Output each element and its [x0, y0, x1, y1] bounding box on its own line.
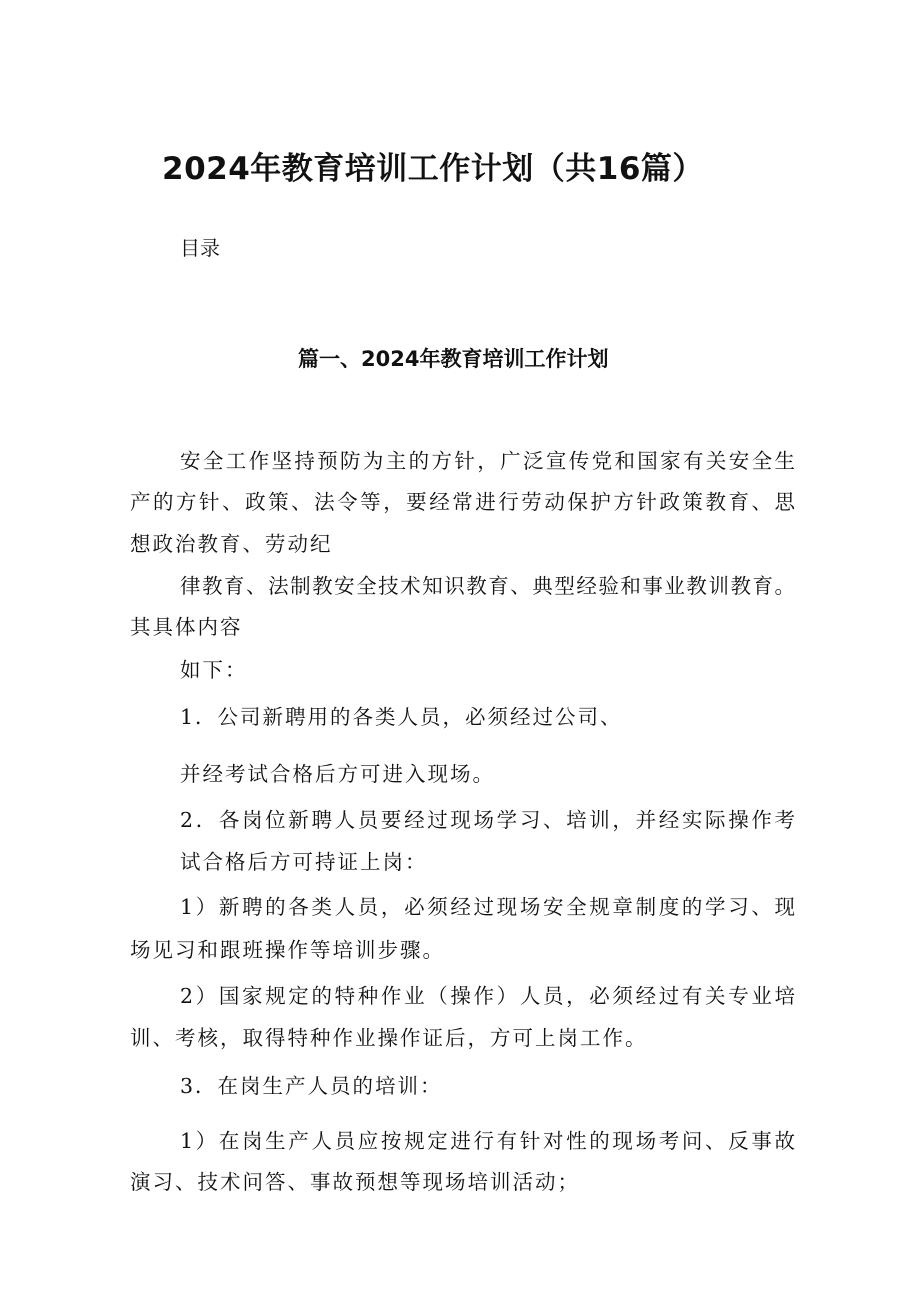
paragraph-line: 如下： — [180, 658, 248, 682]
list-item: 2）国家规定的特种作业（操作）人员，必须经过有关专业培 — [180, 984, 795, 1008]
paragraph-line: 律教育、法制教安全技术知识教育、典型经验和事业教训教育。 — [180, 574, 795, 598]
paragraph-line: 并经考试合格后方可进入现场。 — [180, 762, 495, 786]
paragraph-line: 安全工作坚持预防为主的方针，广泛宣传党和国家有关安全生 — [180, 449, 795, 473]
list-item: 3．在岗生产人员的培训： — [180, 1074, 443, 1098]
document-title: 2024年教育培训工作计划（共16篇） — [162, 151, 704, 187]
paragraph-line: 训、考核，取得特种作业操作证后，方可上岗工作。 — [130, 1026, 648, 1050]
paragraph-line: 其具体内容 — [130, 615, 243, 639]
list-item: 1．公司新聘用的各类人员，必须经过公司、 — [180, 705, 623, 729]
list-item: 2．各岗位新聘人员要经过现场学习、培训，并经实际操作考 — [180, 808, 795, 832]
paragraph-line: 场见习和跟班操作等培训步骤。 — [130, 938, 445, 962]
list-item: 1）在岗生产人员应按规定进行有针对性的现场考问、反事故 — [180, 1129, 795, 1153]
paragraph-line: 演习、技术问答、事故预想等现场培训活动； — [130, 1170, 580, 1194]
section-title: 篇一、2024年教育培训工作计划 — [298, 347, 609, 371]
paragraph-line: 试合格后方可持证上岗： — [180, 850, 428, 874]
paragraph-line: 产的方针、政策、法令等，要经常进行劳动保护方针政策教育、思 — [130, 490, 795, 514]
list-item: 1）新聘的各类人员，必须经过现场安全规章制度的学习、现 — [180, 895, 795, 919]
paragraph-line: 想政治教育、劳动纪 — [130, 532, 333, 556]
table-of-contents-label: 目录 — [180, 236, 220, 260]
